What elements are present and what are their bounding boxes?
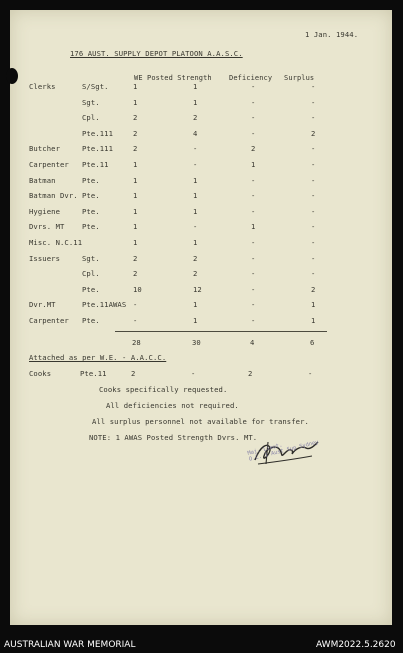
table-cell-we: 1 [133, 175, 138, 185]
table-cell-label: Batman Dvr. [29, 191, 78, 201]
table-cell-we: 1 [133, 206, 138, 216]
table-cell-def: - [251, 82, 256, 91]
table-cell-rank: Sgt. [82, 253, 100, 263]
table-cell-posted: 1 [193, 82, 198, 91]
table-cell-sur: 2 [311, 128, 316, 138]
table-cell-sur: - [311, 160, 316, 169]
table-cell-def: - [251, 206, 256, 216]
table-cell-label: Carpenter [29, 160, 69, 169]
table-cell-we: 2 [133, 269, 138, 279]
table-cell-we: 10 [133, 284, 142, 294]
table-cell-rank: Pte.11 [82, 160, 109, 169]
note-line: NOTE: 1 AWAS Posted Strength Dvrs. MT. [89, 433, 258, 442]
table-cell-we: 1 [133, 222, 138, 232]
table-cell-label: Hygiene [29, 206, 60, 216]
table-cell-rank: Pte. [82, 284, 100, 294]
total-cell-we: 28 [132, 338, 141, 347]
table-cell-rank: Pte. [82, 175, 100, 185]
table-cell-posted: 1 [193, 206, 198, 216]
table-cell-posted: 12 [193, 284, 202, 294]
table-cell-we: 1 [133, 97, 138, 107]
attached-cell-def: 2 [248, 369, 253, 378]
table-cell-posted: 2 [193, 269, 198, 279]
table-cell-posted: 1 [193, 300, 198, 310]
table-cell-rank: Cpl. [82, 269, 100, 279]
table-cell-label: Issuers [29, 253, 60, 263]
document-title: 176 AUST. SUPPLY DEPOT PLATOON A.A.S.C. [70, 49, 243, 58]
table-cell-label: Carpenter [29, 316, 69, 325]
table-cell-sur: - [311, 97, 316, 107]
table-cell-we: 2 [133, 253, 138, 263]
table-cell-sur: - [311, 222, 316, 232]
total-cell-sur: 6 [310, 338, 315, 347]
rubber-stamp: Maj. Lieut. O.C. 1 Aust Sup Sydney [247, 439, 320, 463]
table-cell-posted: 2 [193, 113, 198, 123]
table-cell-label: Misc. N.C.11 [29, 238, 83, 247]
table-cell-def: - [251, 113, 256, 123]
table-cell-we: 2 [133, 144, 138, 154]
table-cell-we: 2 [133, 113, 138, 123]
table-cell-sur: - [311, 206, 316, 216]
table-cell-rank: Pte.11AWAS [82, 300, 127, 310]
table-cell-posted: 1 [193, 238, 198, 247]
footer-accession-number: AWM2022.5.2620 [316, 640, 396, 650]
table-cell-sur: - [311, 238, 316, 247]
table-cell-def: 1 [251, 160, 256, 169]
table-cell-posted: - [193, 144, 198, 154]
table-cell-rank: S/Sgt. [82, 82, 109, 91]
table-cell-rank: Pte. [82, 206, 100, 216]
document-date: 1 Jan. 1944. [305, 30, 359, 39]
column-header: WE [134, 74, 143, 82]
table-cell-we: 2 [133, 128, 138, 138]
table-cell-posted: 4 [193, 128, 198, 138]
table-cell-sur: - [311, 269, 316, 279]
table-cell-def: - [251, 97, 256, 107]
total-cell-def: 4 [250, 338, 255, 347]
table-cell-sur: - [311, 175, 316, 185]
table-cell-sur: - [311, 113, 316, 123]
table-cell-we: 1 [133, 82, 138, 91]
table-cell-we: 1 [133, 160, 138, 169]
note-3: All surplus personnel not available for transfer. [92, 417, 309, 426]
totals-rule [115, 331, 327, 332]
punch-hole [6, 68, 18, 84]
table-cell-posted: 1 [193, 316, 198, 325]
table-cell-sur: 1 [311, 316, 316, 325]
table-cell-rank: Pte.111 [82, 128, 113, 138]
table-cell-posted: - [193, 160, 198, 169]
table-cell-def: 1 [251, 222, 256, 232]
table-cell-def: - [251, 300, 256, 310]
table-cell-label: Dvrs. MT [29, 222, 65, 232]
attached-cell-label: Cooks [29, 369, 52, 378]
table-cell-def: - [251, 253, 256, 263]
total-cell-posted: 30 [192, 338, 201, 347]
table-cell-label: Batman [29, 175, 56, 185]
table-cell-posted: 1 [193, 191, 198, 201]
table-cell-label: Butcher [29, 144, 60, 154]
table-cell-rank: Pte. [82, 316, 100, 325]
table-cell-rank: Pte. [82, 191, 100, 201]
table-cell-we: - [133, 316, 138, 325]
column-header: Posted Strength [147, 74, 212, 82]
note-2: All deficiencies not required. [106, 401, 239, 410]
table-cell-sur: - [311, 82, 316, 91]
table-cell-we: 1 [133, 191, 138, 201]
table-cell-def: - [251, 175, 256, 185]
table-cell-we: - [133, 300, 138, 310]
attached-cell-posted: - [191, 369, 196, 378]
table-cell-rank: Sgt. [82, 97, 100, 107]
note-1: Cooks specifically requested. [99, 385, 228, 394]
table-cell-label: Dvr.MT [29, 300, 56, 310]
table-cell-def: - [251, 191, 256, 201]
table-cell-sur: - [311, 253, 316, 263]
column-header: Surplus [284, 74, 315, 82]
table-cell-posted: 2 [193, 253, 198, 263]
table-cell-sur: 1 [311, 300, 316, 310]
table-cell-def: - [251, 284, 256, 294]
table-cell-rank: Pte.111 [82, 144, 113, 154]
table-cell-rank: Cpl. [82, 113, 100, 123]
table-cell-rank: Pte. [82, 222, 100, 232]
table-cell-def: - [251, 316, 256, 325]
table-cell-we: 1 [133, 238, 138, 247]
column-header: Deficiency [229, 74, 273, 82]
table-cell-def: 2 [251, 144, 256, 154]
table-cell-sur: - [311, 191, 316, 201]
attached-heading: Attached as per W.E. - A.A.C.C. [29, 353, 167, 362]
table-cell-posted: 1 [193, 97, 198, 107]
table-cell-sur: 2 [311, 284, 316, 294]
attached-cell-rank: Pte.11 [80, 369, 107, 378]
attached-cell-we: 2 [131, 369, 136, 378]
footer-institution: AUSTRALIAN WAR MEMORIAL [4, 640, 136, 650]
table-cell-def: - [251, 269, 256, 279]
attached-cell-sur: - [308, 369, 313, 378]
table-cell-label: Clerks [29, 82, 56, 91]
table-cell-sur: - [311, 144, 316, 154]
table-cell-posted: 1 [193, 175, 198, 185]
table-cell-def: - [251, 238, 256, 247]
table-cell-def: - [251, 128, 256, 138]
table-cell-posted: - [193, 222, 198, 232]
